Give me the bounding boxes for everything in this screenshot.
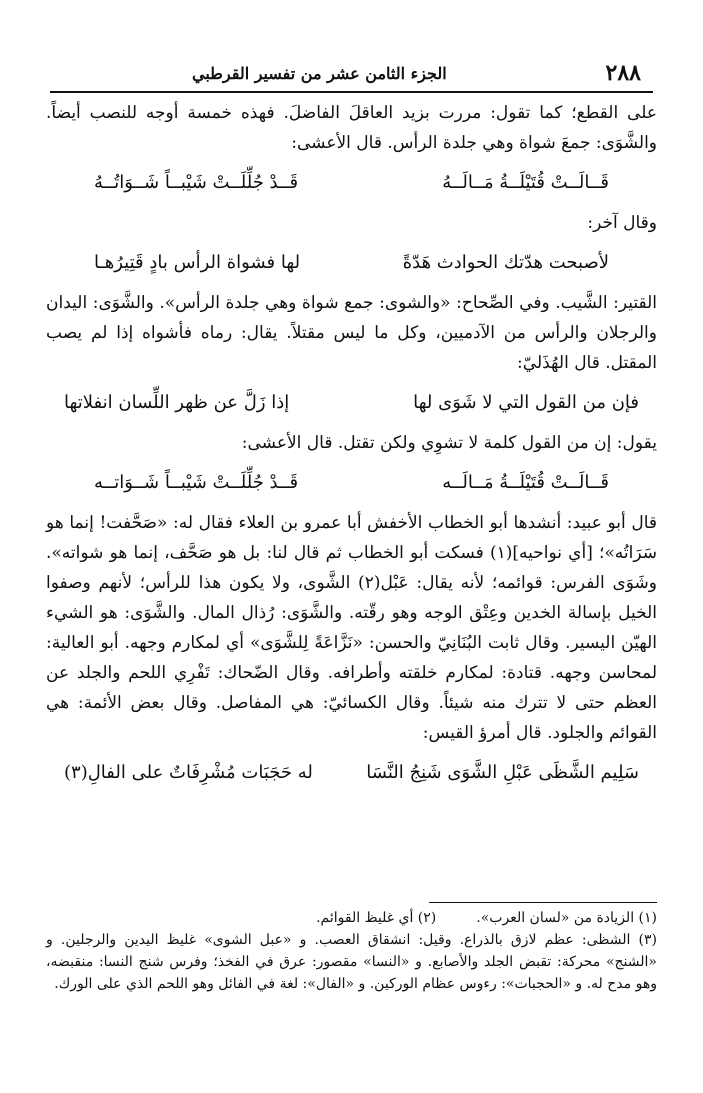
verse-4-second-hemistich: قَــدْ جُلِّلَــتْ شَيْبــاً شَــوَاتــه <box>94 472 299 493</box>
footnote-3: (٣) الشظى: عظم لازق بالذراع. وقيل: انشقاق العصب. و «عبل الشوى» غليظ اليدين والرجلين. و «الشنج» محركة: تقبض الجلد والأصابع. و «النسا» مقصور: عرق في الفخذ؛ وفرس شنج النسا: منقبضه، وهو مدح له. و «الحجبات»: رءوس عظام الوركين. و «الفال»: لغة في الفائل وهو اللحم الذي على الورك. <box>46 932 657 992</box>
verse-5-first-hemistich: سَلِيم الشَّظَى عَبْلِ الشَّوَى شَنِجُ النَّسَا <box>366 762 639 783</box>
verse-3 <box>46 378 657 428</box>
page-number: ٢٨٨ <box>605 60 641 86</box>
verse-4-first-hemistich: قَــالَــتْ قُتَيْلَــةُ مَــالَــه <box>442 472 609 493</box>
footnotes <box>46 907 657 995</box>
paragraph-5: قال أبو عبيد: أنشدها أبو الخطاب الأخفش أبا عمرو بن العلاء فقال له: «صَحَّفت! إنما هو سَرَاتُه»؛ [أي نواحيه](١) فسكت أبو الخطاب ثم قال لنا: بل هو صَحَّف، إنما هو شواته». وشَوَى الفرس: قوائمه؛ لأنه يقال: عَبْل(٢) الشَّوى، ولا يكون هذا للرأس؛ لأنهم وصفوا الخيل بإسالة الخدين وعِتْق الوجه وهو رقّته. والشَّوَى: رُذال المال. والشَّوَى: هو الشيء الهيّن اليسير. وقال ثابت البُنَانِيّ والحسن: «نَزَّاعَةً لِلشَّوَى» أي لمكارم وجهه. أبو العالية: لمحاسن وجهه. قتادة: لمكارم خلقته وأطرافه. وقال الضّحاك: تَفْرِي اللحم والجلد عن العظم حتى لا تترك منه شيئاً. وقال الكسائيّ: هي المفاصل. وقال بعض الأئمة: هي القوائم والجلود. قال أمرؤ القيس: <box>46 513 657 743</box>
paragraph-2: وقال آخر: <box>587 213 657 233</box>
verse-2-first-hemistich: لأصبحت هدّتك الحوادث هَدّةً <box>402 252 609 273</box>
verse-5 <box>46 748 657 798</box>
verse-2 <box>46 238 657 288</box>
footnote-1: (١) الزيادة من «لسان العرب». <box>476 910 657 926</box>
paragraph-1: على القطع؛ كما تقول: مررت بزيد العاقلَ الفاضلَ. فهذه خمسة أوجه للنصب أيضاً. والشَّوَى: جمعَ شواة وهي جلدة الرأس. قال الأعشى: <box>46 103 657 153</box>
main-text <box>46 98 657 798</box>
verse-1-first-hemistich: قَــالَــتْ قُتَيْلَــةُ مَــالَــهُ <box>442 172 609 193</box>
page-header <box>62 56 641 90</box>
verse-1-second-hemistich: قَــدْ جُلِّلَــتْ شَيْبــاً شَــوَاتُــهُ <box>94 172 299 193</box>
footnote-row-1 <box>46 907 657 929</box>
verse-4 <box>46 458 657 508</box>
verse-2-second-hemistich: لها فشواة الرأس بادٍ قَتِيرُهـا <box>94 252 301 273</box>
footnote-2: (٢) أي غليظ القوائم. <box>316 910 437 926</box>
paragraph-4: يقول: إن من القول كلمة لا تشوِي ولكن تقتل. قال الأعشى: <box>241 433 657 453</box>
verse-1 <box>46 158 657 208</box>
verse-3-first-hemistich: فإن من القول التي لا شَوَى لها <box>413 392 639 413</box>
paragraph-3: القتير: الشَّيب. وفي الصِّحاح: «والشوى: جمع شواة وهي جلدة الرأس». والشَّوَى: اليدان والرجلان والرأس من الآدميين، وكل ما ليس مقتلاً. يقال: رماه فأشواه إذا لم يصب المقتل. قال الهُذَليّ: <box>46 293 657 373</box>
footnote-rule <box>429 902 657 903</box>
verse-3-second-hemistich: إذا زَلَّ عن ظهر اللِّسان انفلاتها <box>64 392 290 413</box>
header-rule <box>50 91 653 93</box>
verse-5-second-hemistich: له حَجَبَات مُشْرِفَاتٌ على الفالِ(٣) <box>64 762 313 783</box>
running-title: الجزء الثامن عشر من تفسير القرطبي <box>192 63 447 83</box>
